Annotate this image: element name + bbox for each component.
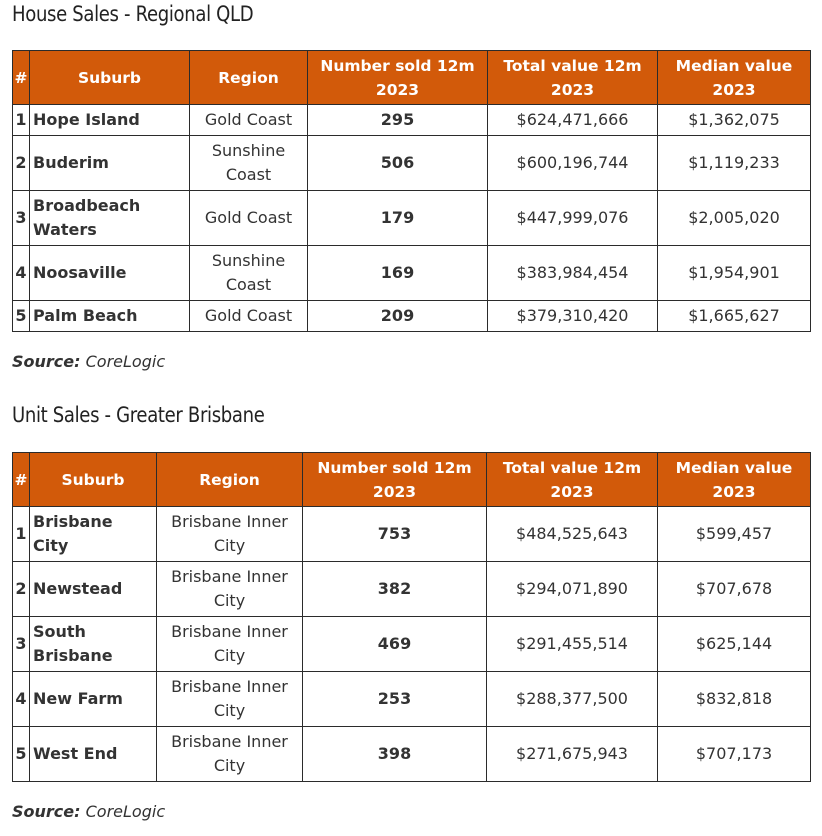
table-header-row [13, 453, 811, 507]
median-value-cell: $707,678 [658, 562, 811, 617]
source-value: CoreLogic [85, 352, 166, 371]
total-value-cell: $294,071,890 [487, 562, 658, 617]
rank-cell: 2 [13, 562, 30, 617]
total-value-cell: $600,196,744 [488, 136, 658, 191]
region-cell: Brisbane Inner City [157, 562, 303, 617]
total-value-cell: $288,377,500 [487, 672, 658, 727]
median-value-cell: $1,665,627 [658, 301, 811, 332]
rank-cell: 2 [13, 136, 30, 191]
number-sold-cell: 382 [303, 562, 487, 617]
total-value-cell: $379,310,420 [488, 301, 658, 332]
column-header-median-value [658, 453, 811, 507]
region-cell: Brisbane Inner City [157, 507, 303, 562]
rank-cell: 5 [13, 301, 30, 332]
median-value-cell: $1,954,901 [658, 246, 811, 301]
number-sold-cell: 295 [308, 105, 488, 136]
table-row [13, 617, 811, 672]
number-sold-cell: 398 [303, 727, 487, 782]
suburb-cell: Palm Beach [30, 301, 190, 332]
header-line: Number sold 12m [320, 56, 475, 75]
table-header-row [13, 51, 811, 105]
house-sales-table [12, 50, 811, 332]
column-header-rank: # [13, 51, 30, 105]
column-header-total-value [487, 453, 658, 507]
total-value-cell: $624,471,666 [488, 105, 658, 136]
header-line: Median value [675, 56, 793, 75]
suburb-cell: Buderim [30, 136, 190, 191]
unit-sales-table [12, 452, 811, 782]
suburb-cell: South Brisbane [30, 617, 157, 672]
rank-cell: 4 [13, 246, 30, 301]
median-value-cell: $599,457 [658, 507, 811, 562]
header-line: 2023 [712, 482, 756, 501]
column-header-number-sold [308, 51, 488, 105]
region-cell: Brisbane Inner City [157, 727, 303, 782]
number-sold-cell: 753 [303, 507, 487, 562]
number-sold-cell: 209 [308, 301, 488, 332]
table-row [13, 105, 811, 136]
suburb-cell: Noosaville [30, 246, 190, 301]
region-cell: Brisbane Inner City [157, 672, 303, 727]
suburb-cell: Newstead [30, 562, 157, 617]
number-sold-cell: 506 [308, 136, 488, 191]
rank-cell: 4 [13, 672, 30, 727]
house-sales-source [12, 352, 165, 371]
column-header-suburb: Suburb [30, 51, 190, 105]
median-value-cell: $832,818 [658, 672, 811, 727]
column-header-region: Region [157, 453, 303, 507]
header-line: 2023 [550, 482, 594, 501]
rank-cell: 3 [13, 191, 30, 246]
number-sold-cell: 179 [308, 191, 488, 246]
rank-cell: 3 [13, 617, 30, 672]
unit-sales-title: Unit Sales - Greater Brisbane [12, 403, 265, 427]
region-cell: Gold Coast [190, 191, 308, 246]
total-value-cell: $484,525,643 [487, 507, 658, 562]
house-sales-title: House Sales - Regional QLD [12, 2, 254, 26]
suburb-cell: Brisbane City [30, 507, 157, 562]
median-value-cell: $2,005,020 [658, 191, 811, 246]
column-header-rank: # [13, 453, 30, 507]
median-value-cell: $707,173 [658, 727, 811, 782]
total-value-cell: $447,999,076 [488, 191, 658, 246]
header-line: 2023 [550, 80, 595, 99]
suburb-cell: New Farm [30, 672, 157, 727]
region-cell: Sunshine Coast [190, 246, 308, 301]
source-label: Source: [12, 352, 81, 371]
header-line: Total value 12m [503, 56, 642, 75]
suburb-cell: Hope Island [30, 105, 190, 136]
table-row [13, 246, 811, 301]
source-value: CoreLogic [85, 802, 166, 821]
rank-cell: 5 [13, 727, 30, 782]
total-value-cell: $383,984,454 [488, 246, 658, 301]
region-cell: Gold Coast [190, 301, 308, 332]
column-header-suburb: Suburb [30, 453, 157, 507]
header-line: Number sold 12m [317, 458, 472, 477]
table-row [13, 301, 811, 332]
header-line: 2023 [712, 80, 756, 99]
source-label: Source: [12, 802, 81, 821]
table-row [13, 507, 811, 562]
column-header-number-sold [303, 453, 487, 507]
header-line: 2023 [372, 482, 417, 501]
region-cell: Sunshine Coast [190, 136, 308, 191]
total-value-cell: $291,455,514 [487, 617, 658, 672]
number-sold-cell: 469 [303, 617, 487, 672]
column-header-median-value [658, 51, 811, 105]
header-line: Total value 12m [502, 458, 642, 477]
suburb-cell: West End [30, 727, 157, 782]
column-header-total-value [488, 51, 658, 105]
header-line: Median value [675, 458, 793, 477]
rank-cell: 1 [13, 105, 30, 136]
column-header-region: Region [190, 51, 308, 105]
table-row [13, 672, 811, 727]
number-sold-cell: 253 [303, 672, 487, 727]
median-value-cell: $1,362,075 [658, 105, 811, 136]
total-value-cell: $271,675,943 [487, 727, 658, 782]
region-cell: Gold Coast [190, 105, 308, 136]
table-row [13, 136, 811, 191]
unit-sales-source [12, 802, 165, 821]
region-cell: Brisbane Inner City [157, 617, 303, 672]
table-row [13, 562, 811, 617]
number-sold-cell: 169 [308, 246, 488, 301]
median-value-cell: $1,119,233 [658, 136, 811, 191]
table-row [13, 191, 811, 246]
median-value-cell: $625,144 [658, 617, 811, 672]
suburb-cell: Broadbeach Waters [30, 191, 190, 246]
header-line: 2023 [375, 80, 420, 99]
table-row [13, 727, 811, 782]
rank-cell: 1 [13, 507, 30, 562]
